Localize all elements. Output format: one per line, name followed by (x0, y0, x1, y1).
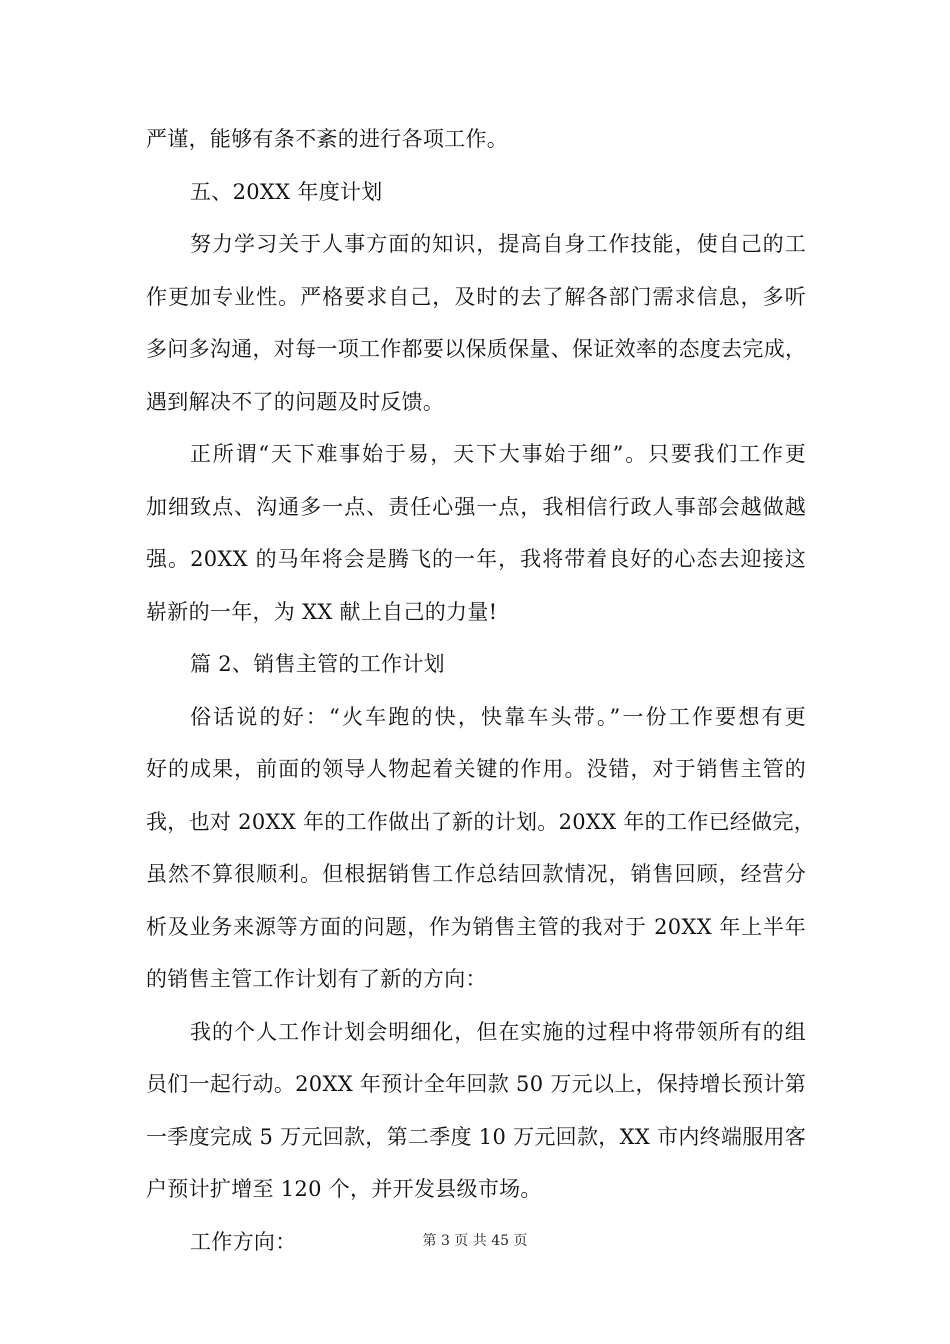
paragraph-line: 的销售主管工作计划有了新的方向： (146, 967, 487, 991)
paragraph-line: 析及业务来源等方面的问题，作为销售主管的我对于 20XX 年上半年 (146, 914, 806, 939)
paragraph-line: 我，也对 20XX 年的工作做出了新的计划。20XX 年的工作已经做完， (146, 809, 816, 834)
document-body (146, 113, 816, 1268)
section-heading-annual-plan: 五、20XX 年度计划 (190, 179, 383, 204)
paragraph-line: 员们一起行动。20XX 年预计全年回款 50 万元以上，保持增长预计第 (146, 1072, 806, 1096)
paragraph-line: 我的个人工作计划会明细化，但在实施的过程中将带领所有的组 (190, 1019, 806, 1044)
paragraph-line: 作更加专业性。严格要求自己，及时的去了解各部门需求信息，多听 (146, 284, 806, 309)
paragraph-line: 正所谓“天下难事始于易，天下大事始于细”。只要我们工作更 (190, 442, 806, 466)
paragraph-line: 俗话说的好：“火车跑的快，快靠车头带。”一份工作要想有更 (190, 704, 806, 729)
section-heading-sales-plan: 篇 2、销售主管的工作计划 (190, 652, 445, 676)
paragraph-line: 多问多沟通，对每一项工作都要以保质保量、保证效率的态度去完成， (146, 337, 807, 361)
paragraph-line: 加细致点、沟通多一点、责任心强一点，我相信行政人事部会越做越 (146, 494, 806, 519)
paragraph-line: 户预计扩增至 120 个，并开发县级市场。 (146, 1177, 542, 1201)
paragraph-line: 强。20XX 的马年将会是腾飞的一年，我将带着良好的心态去迎接这 (146, 547, 806, 571)
paragraph-line: 一季度完成 5 万元回款，第二季度 10 万元回款，XX 市内终端服用客 (146, 1124, 807, 1149)
page-number-footer: 第 3 页 共 45 页 (422, 1233, 528, 1249)
paragraph-line: 崭新的一年，为 XX 献上自己的力量! (146, 599, 498, 624)
paragraph-line: 遇到解决不了的问题及时反馈。 (146, 389, 445, 414)
paragraph-line: 努力学习关于人事方面的知识，提高自身工作技能，使自己的工 (190, 232, 806, 256)
paragraph-line: 好的成果，前面的领导人物起着关键的作用。没错，对于销售主管的 (146, 757, 806, 781)
section-heading-work-direction: 工作方向： (190, 1229, 297, 1254)
paragraph-line: 严谨，能够有条不紊的进行各项工作。 (146, 127, 509, 151)
paragraph-line: 虽然不算很顺利。但根据销售工作总结回款情况，销售回顾，经营分 (146, 862, 806, 886)
